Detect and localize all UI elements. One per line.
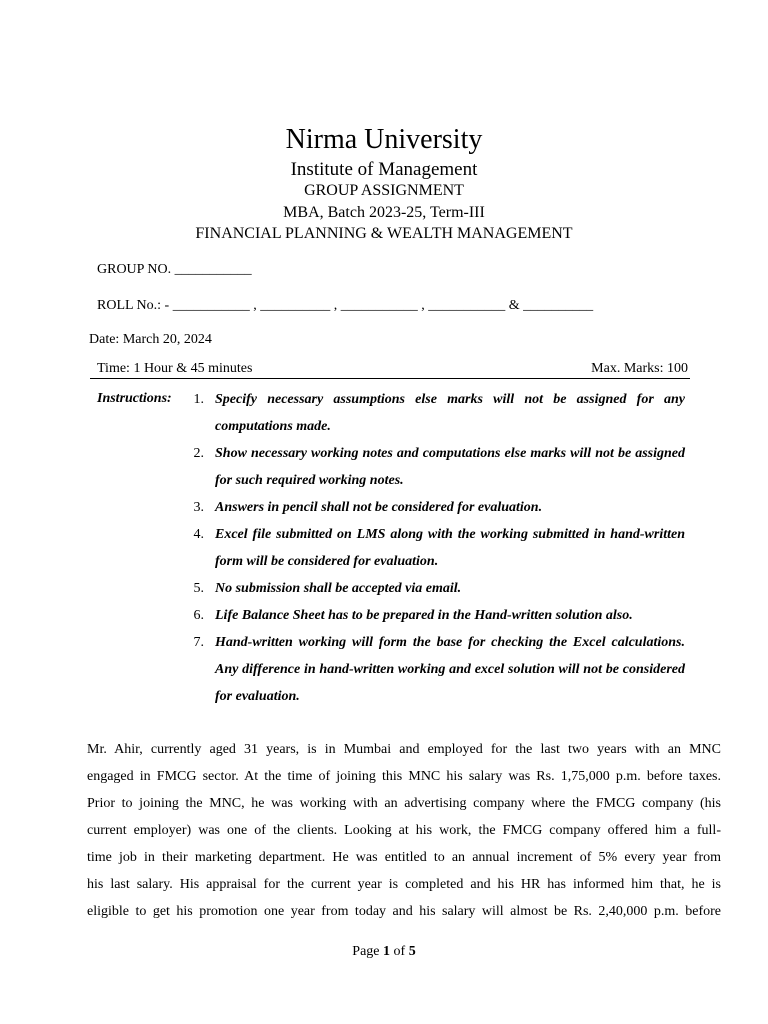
exam-date: Date: March 20, 2024 <box>89 332 212 347</box>
paragraph-line: current employer) was one of the clients. Looking at his work, the FMCG company offered him a full- <box>87 823 721 838</box>
group-no-field: GROUP NO. ___________ <box>97 262 252 277</box>
page-of-label: of <box>390 944 409 959</box>
university-name: Nirma University <box>285 124 483 155</box>
page-label: Page <box>352 944 384 959</box>
course-title: FINANCIAL PLANNING & WEALTH MANAGEMENT <box>195 225 573 242</box>
page-total: 5 <box>408 944 416 959</box>
page-footer <box>0 943 768 961</box>
instruction-text: Excel file submitted on LMS along with the working submitted in hand-written form will be considered for evaluation. <box>215 527 685 569</box>
instruction-text: Hand-written working will form the base for checking the Excel calculations. Any difference in hand-written working and excel solution will not be considered for evaluation. <box>215 635 685 704</box>
max-marks: Max. Marks: 100 <box>591 361 688 376</box>
instruction-number: 2. <box>193 446 204 461</box>
instruction-number: 3. <box>193 500 204 515</box>
instructions-title: Instructions: <box>97 391 172 406</box>
paragraph-line: engaged in FMCG sector. At the time of joining this MNC his salary was Rs. 1,75,000 p.m. before taxes. <box>87 769 721 784</box>
roll-no-field: ROLL No.: - ___________ , __________ , ___________ , ___________ & __________ <box>97 298 594 313</box>
assignment-type: GROUP ASSIGNMENT <box>304 182 464 199</box>
page-current: 1 <box>383 944 391 959</box>
instruction-text: Answers in pencil shall not be considered for evaluation. <box>215 500 543 515</box>
instruction-number: 6. <box>193 608 204 623</box>
instruction-number: 4. <box>193 527 204 542</box>
paragraph-line: eligible to get his promotion one year from today and his salary will almost be Rs. 2,40,000 p.m. before <box>87 904 721 919</box>
header-divider <box>90 378 690 379</box>
instruction-number: 5. <box>193 581 204 596</box>
exam-time: Time: 1 Hour & 45 minutes <box>97 361 253 376</box>
paragraph-line: Mr. Ahir, currently aged 31 years, is in Mumbai and employed for the last two years with an MNC <box>87 742 721 757</box>
instruction-text: Specify necessary assumptions else marks will not be assigned for any computations made. <box>215 392 685 434</box>
instruction-text: Life Balance Sheet has to be prepared in the Hand-written solution also. <box>215 608 633 623</box>
instruction-number: 1. <box>193 392 204 407</box>
institute-name: Institute of Management <box>290 159 478 180</box>
case-paragraph <box>87 736 721 925</box>
paragraph-line: his last salary. His appraisal for the current year is completed and his HR has informed him that, he is <box>87 877 721 892</box>
paragraph-line: time job in their marketing department. He was entitled to an annual increment of 5% every year from <box>87 850 721 865</box>
instruction-number: 7. <box>193 635 204 650</box>
paragraph-line: Prior to joining the MNC, he was working with an advertising company where the FMCG company (his <box>87 796 721 811</box>
instruction-text: No submission shall be accepted via email. <box>215 581 462 596</box>
instruction-text: Show necessary working notes and computations else marks will not be assigned for such required working notes. <box>215 446 685 488</box>
batch-info: MBA, Batch 2023-25, Term-III <box>283 204 485 221</box>
